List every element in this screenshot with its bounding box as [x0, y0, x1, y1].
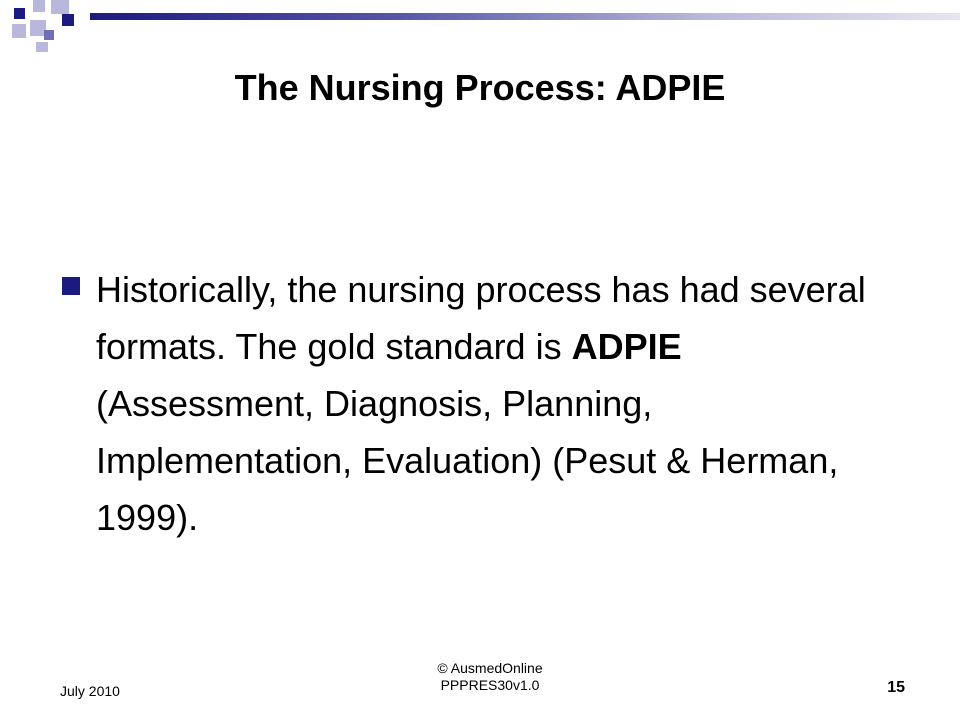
footer-copyright: © AusmedOnline	[437, 660, 543, 676]
square-bullet-icon	[62, 277, 80, 295]
page-number: 15	[887, 679, 905, 696]
decoration-square	[36, 42, 48, 52]
bullet-text-part: (Assessment, Diagnosis, Planning, Implementation, Evaluation) (Pesut & Herman, 1999).	[96, 383, 839, 538]
decoration-square	[62, 14, 74, 26]
bullet-text	[96, 261, 892, 546]
decoration-square	[51, 0, 69, 14]
footer-center	[380, 660, 600, 694]
decoration-square	[33, 0, 45, 12]
slide-title: The Nursing Process: ADPIE	[234, 67, 726, 108]
footer-code: PPPRES30v1.0	[440, 677, 540, 693]
decoration-square	[14, 8, 25, 19]
bullet-emphasis: ADPIE	[571, 326, 682, 367]
footer-date: July 2010	[60, 683, 120, 699]
decoration-square	[44, 30, 54, 40]
decoration-square	[12, 24, 26, 38]
header-bar	[90, 13, 960, 20]
bullet-text-part: Historically, the nursing process has had several formats. The gold standard is	[96, 269, 866, 367]
